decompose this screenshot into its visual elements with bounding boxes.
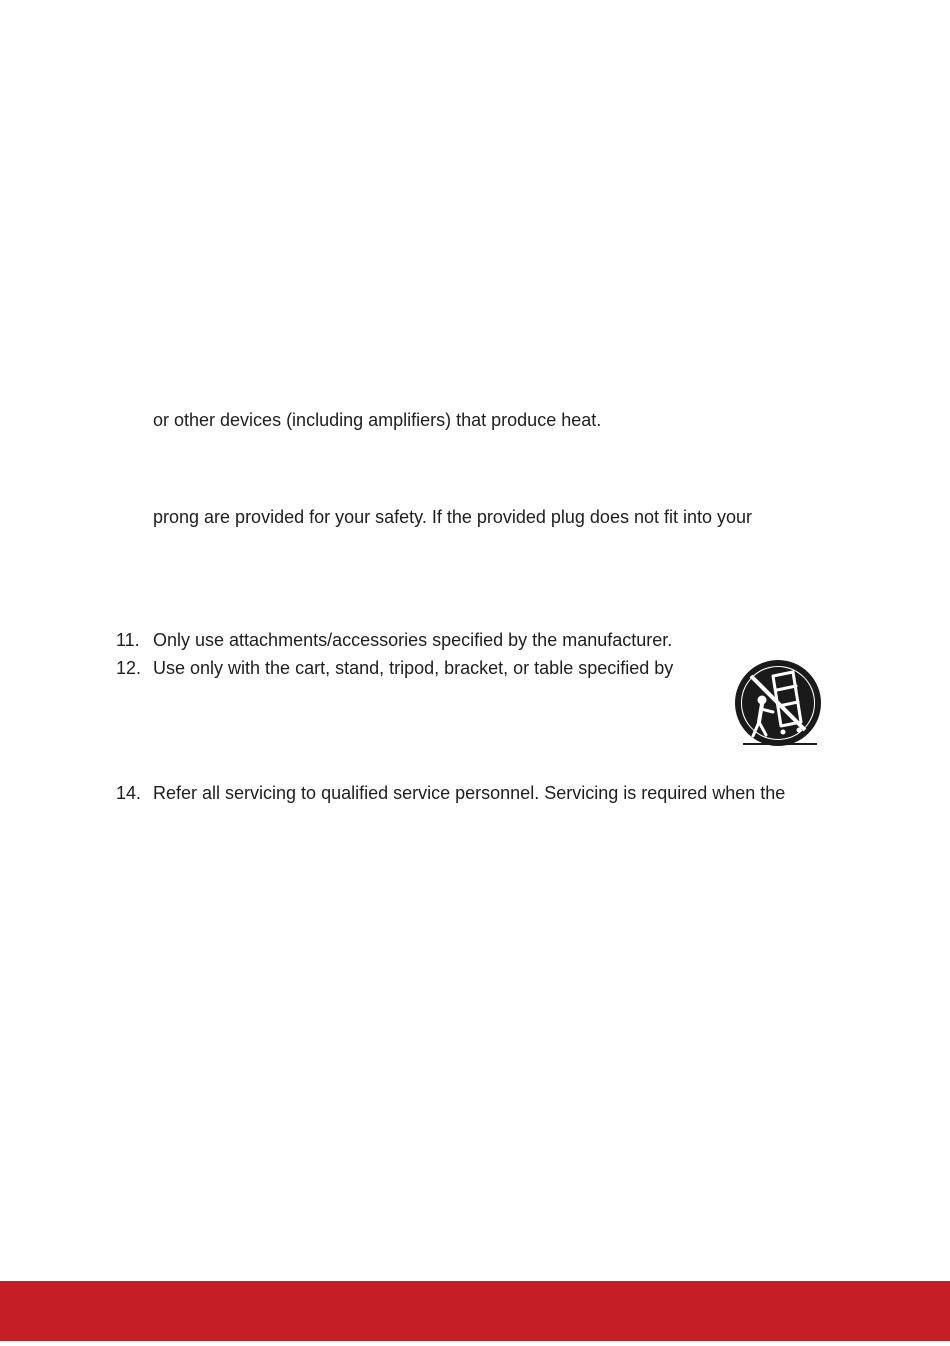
text-line-prong: prong are provided for your safety. If the provided plug does not fit into your	[153, 507, 753, 527]
footer-gap	[0, 1341, 950, 1346]
list-item-11-text: Only use attachments/accessories specified by the manufacturer.	[153, 630, 673, 650]
list-item-12-text: Use only with the cart, stand, tripod, bracket, or table specified by	[153, 658, 674, 678]
list-number-11: 11.	[116, 630, 140, 650]
cart-tip-over-warning-icon	[733, 660, 825, 748]
footer-bar	[0, 1281, 950, 1341]
list-number-14: 14.	[116, 783, 142, 803]
list-number-12: 12.	[116, 658, 142, 678]
text-line-heat: or other devices (including amplifiers) that produce heat.	[153, 410, 602, 430]
list-item-14-text: Refer all servicing to qualified service personnel. Servicing is required when the	[153, 783, 786, 803]
